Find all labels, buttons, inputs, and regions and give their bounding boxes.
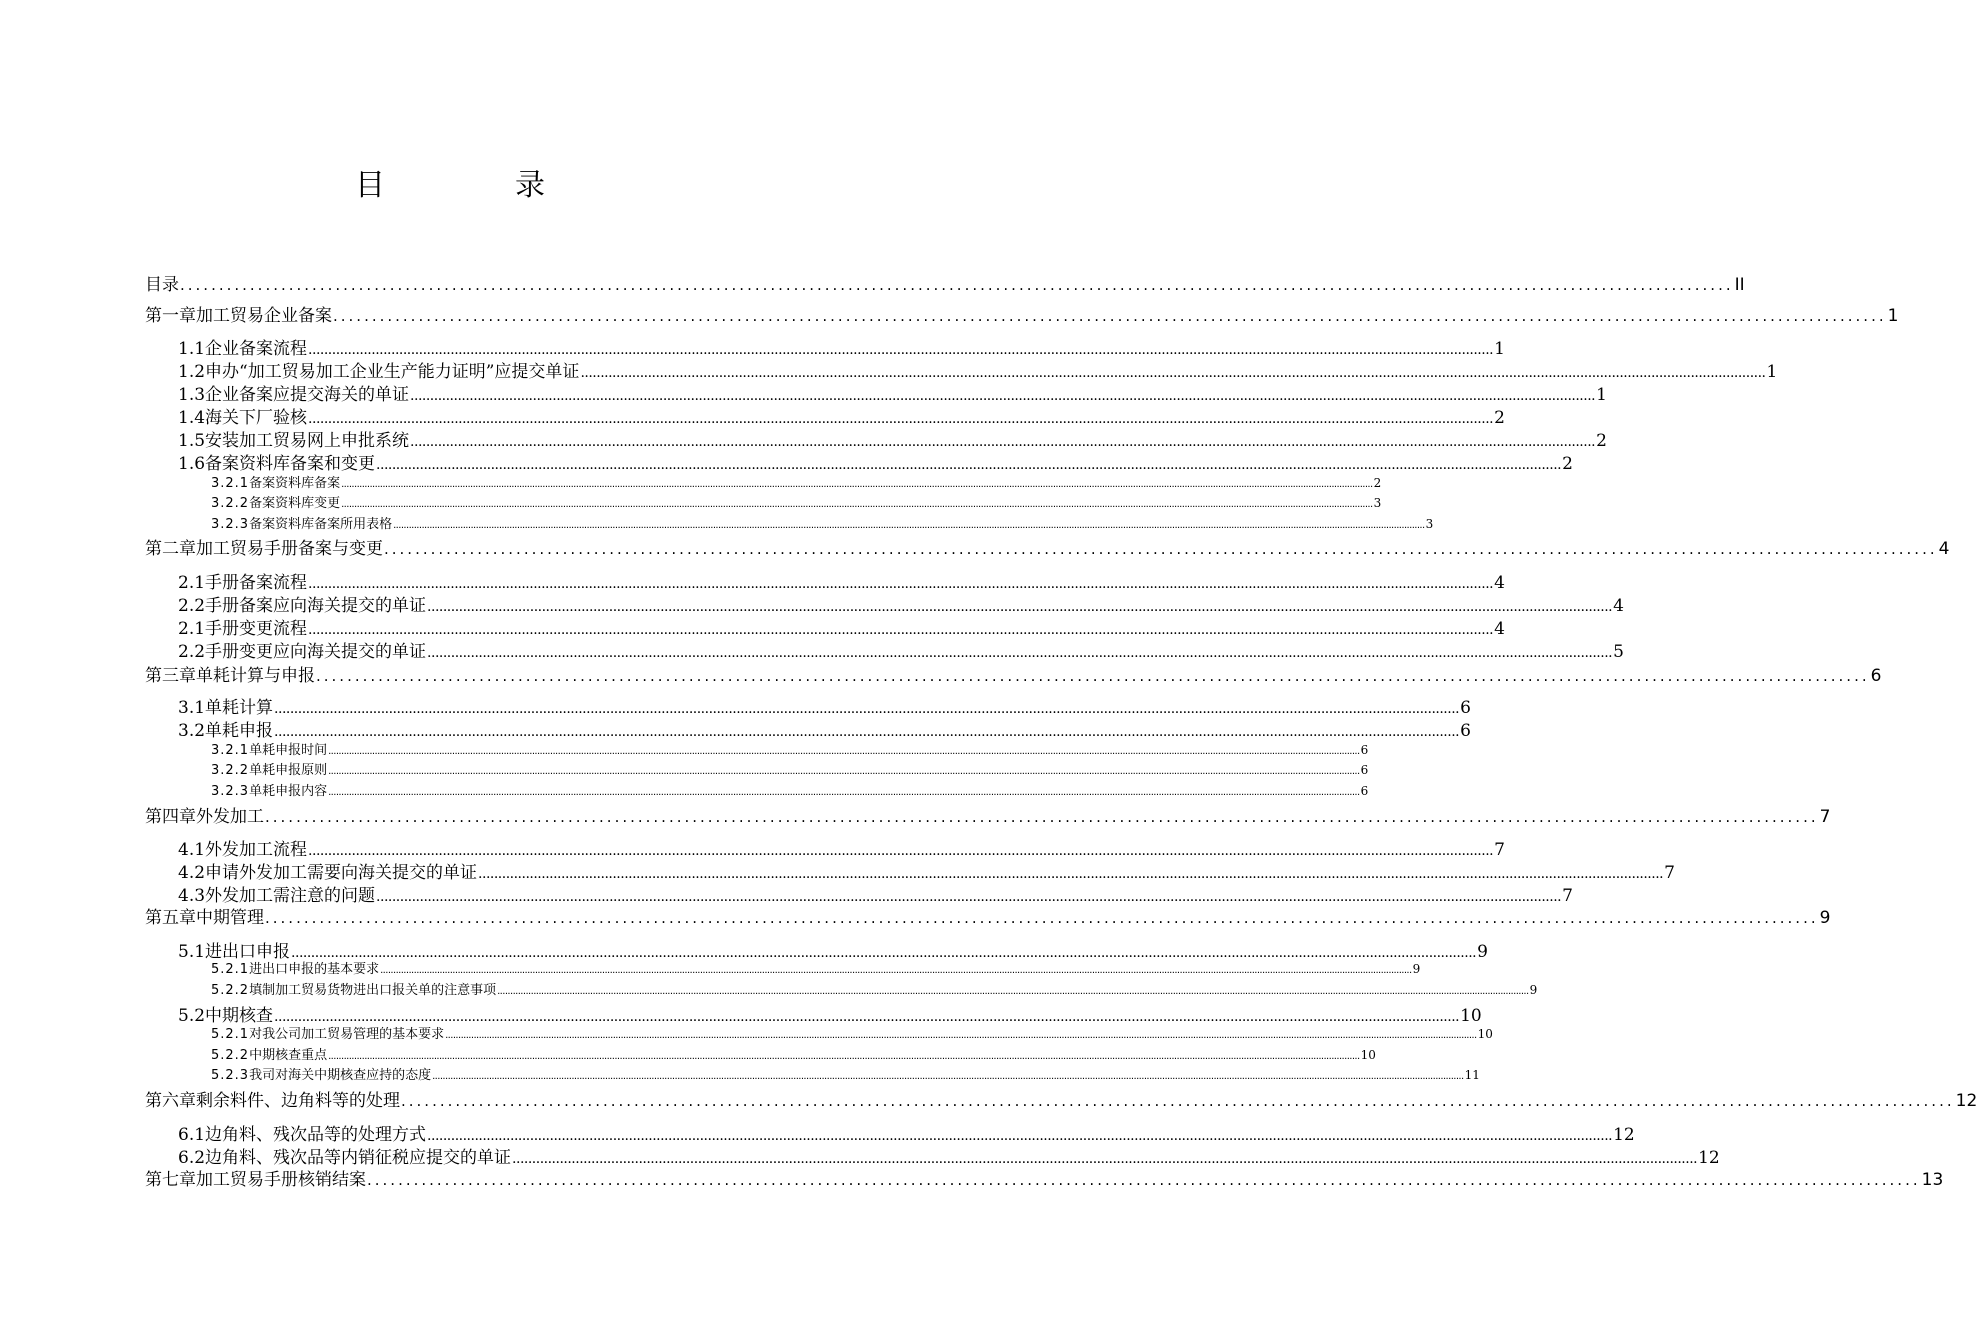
- toc-entry-number: 5.1: [178, 942, 206, 962]
- toc-entry[interactable]: [211, 1064, 1480, 1083]
- toc-entry[interactable]: [145, 802, 1831, 827]
- toc-entry-page: 4: [1613, 596, 1624, 616]
- toc-entry[interactable]: [211, 1044, 1376, 1063]
- dot-leader: ............................................................................................................................................................................................................................................................................................................: [376, 457, 1562, 473]
- toc-entry-page: 6: [1360, 784, 1369, 798]
- toc-entry-number: 第四章: [145, 807, 196, 827]
- toc-entry-label: 加工贸易手册核销结案: [196, 1170, 366, 1190]
- toc-entry-page: 6: [1460, 721, 1471, 741]
- dot-leader: ............................................................................................................................................................................................................................................................................................................: [410, 388, 1596, 404]
- toc-entry[interactable]: [211, 492, 1382, 511]
- dot-leader: ........................................................................................................................................................................................................: [384, 540, 1938, 558]
- dot-leader: ................................................................................................................................................................................................................................................................................................................................................................................................................: [380, 965, 1412, 976]
- toc-entry-label: 单耗申报: [205, 721, 274, 741]
- toc-entry-label: 填制加工贸易货物进出口报关单的注意事项: [249, 983, 497, 998]
- toc-entry-number: 3.1: [178, 698, 206, 718]
- toc-entry-label: 单耗申报时间: [249, 743, 328, 758]
- dot-leader: ............................................................................................................................................................................................................................................................................................................: [274, 724, 1460, 740]
- toc-entry-page: 13: [1921, 1170, 1944, 1190]
- toc-entry-label: 边角料、残次品等的处理方式: [205, 1125, 427, 1145]
- toc-entry-number: 第七章: [145, 1170, 196, 1190]
- toc-entry-label: 备案资料库变更: [249, 496, 341, 511]
- toc-entry-label: 对我公司加工贸易管理的基本要求: [249, 1027, 445, 1042]
- toc-entry-number: 1.5: [178, 431, 206, 451]
- dot-leader: ................................................................................................................................................................................................................................................................................................................................................................................................................: [328, 787, 1360, 798]
- toc-entry-label: 单耗申报原则: [249, 763, 328, 778]
- toc-entry-label: 边角料、残次品等内销征税应提交的单证: [205, 1148, 512, 1168]
- toc-entry-page: 9: [1529, 983, 1538, 997]
- dot-leader: ................................................................................................................................................................................................................................................................................................................................................................................................................: [341, 479, 1373, 490]
- dot-leader: ............................................................................................................................................................................................................................................................................................................: [376, 889, 1562, 905]
- toc-entry-page: 10: [1360, 1048, 1376, 1062]
- toc-entry-number: 5.2.3: [211, 1068, 250, 1083]
- toc-entry[interactable]: [211, 472, 1382, 491]
- toc-entry[interactable]: [211, 739, 1369, 758]
- toc-entry-number: 目: [145, 275, 162, 295]
- toc-entry-page: 2: [1562, 454, 1573, 474]
- dot-leader: ................................................................................................................................................................................................................................................................................................................................................................................................................: [445, 1030, 1477, 1041]
- toc-entry-number: 4.1: [178, 840, 206, 860]
- dot-leader: ............................................................................................................................................................................................................................................................................................................: [274, 701, 1460, 717]
- toc-entry-label: 剩余料件、边角料等的处理: [196, 1091, 400, 1111]
- dot-leader: ............................................................................................................................................................................................................................................................................................................: [308, 843, 1494, 859]
- toc-entry-label: 录: [162, 275, 179, 295]
- toc-entry-number: 5.2.2: [211, 983, 250, 998]
- toc-entry-number: 4.3: [178, 886, 206, 906]
- toc-entry-number: 3.2.2: [211, 496, 250, 511]
- toc-entry[interactable]: [211, 979, 1538, 998]
- toc-entry-number: 4.2: [178, 863, 206, 883]
- dot-leader: ................................................................................................................................................................................................................................................................................................................................................................................................................: [328, 766, 1360, 777]
- toc-entry[interactable]: [178, 858, 1675, 883]
- toc-entry-page: 1: [1887, 306, 1899, 326]
- toc-entry-page: 2: [1494, 408, 1505, 428]
- toc-entry-number: 5.2.1: [211, 1027, 250, 1042]
- toc-entry-label: 单耗申报内容: [249, 784, 328, 799]
- dot-leader: ............................................................................................................................................................................................................................................................................................................: [274, 1009, 1460, 1025]
- toc-entry-number: 2.1: [178, 619, 206, 639]
- dot-leader: ............................................................................................................................................................................................................................................................................................................: [580, 365, 1766, 381]
- toc-entry-page: 6: [1460, 698, 1471, 718]
- toc-entry-number: 6.2: [178, 1148, 206, 1168]
- toc-entry[interactable]: [145, 1086, 1977, 1111]
- toc-entry-number: 3.2.3: [211, 784, 250, 799]
- toc-entry-page: 10: [1477, 1027, 1493, 1041]
- toc-entry[interactable]: [178, 357, 1778, 382]
- toc-entry-page: 1: [1596, 385, 1607, 405]
- page-title: 目 录: [355, 168, 595, 203]
- toc-entry-label: 外发加工流程: [205, 840, 308, 860]
- toc-entry[interactable]: [211, 759, 1369, 778]
- toc-entry-page: 6: [1360, 743, 1369, 757]
- toc-entry-page: 6: [1870, 666, 1882, 686]
- dot-leader: ........................................................................................................................................................................................................: [316, 667, 1870, 685]
- toc-entry-number: 第五章: [145, 908, 196, 928]
- toc-entry-label: 手册备案应向海关提交的单证: [205, 596, 427, 616]
- toc-entry-page: 3: [1373, 496, 1382, 510]
- dot-leader: ........................................................................................................................................................................................................: [265, 909, 1819, 927]
- dot-leader: ........................................................................................................................................................................................................: [333, 307, 1887, 325]
- toc-entry-page: 1: [1494, 339, 1505, 359]
- toc-entry[interactable]: [178, 1120, 1635, 1145]
- toc-entry-number: 第六章: [145, 1091, 196, 1111]
- toc-entry-label: 加工贸易手册备案与变更: [196, 539, 383, 559]
- toc-entry-label: 手册变更流程: [205, 619, 308, 639]
- toc-entry[interactable]: [211, 780, 1369, 799]
- toc-entry-page: 6: [1360, 763, 1369, 777]
- toc-entry-label: 备案资料库备案和变更: [205, 454, 376, 474]
- toc-entry-page: 4: [1494, 619, 1505, 639]
- toc-entry[interactable]: [211, 513, 1434, 532]
- toc-entry-page: 2: [1596, 431, 1607, 451]
- toc-entry-label: 手册变更应向海关提交的单证: [205, 642, 427, 662]
- toc-entry-page: 3: [1425, 517, 1434, 531]
- toc-entry-label: 备案资料库备案所用表格: [249, 517, 393, 532]
- toc-entry-number: 第一章: [145, 306, 196, 326]
- toc-entry[interactable]: [178, 591, 1624, 616]
- toc-entry[interactable]: [178, 716, 1471, 741]
- toc-entry-label: 外发加工: [196, 807, 264, 827]
- toc-entry[interactable]: [178, 334, 1505, 359]
- dot-leader: ............................................................................................................................................................................................................................................................................................................: [308, 342, 1494, 358]
- toc-entry-number: 1.4: [178, 408, 206, 428]
- toc-entry[interactable]: [145, 1165, 1944, 1190]
- toc-entry-label: 企业备案流程: [205, 339, 308, 359]
- toc-entry[interactable]: [145, 661, 1882, 686]
- dot-leader: ............................................................................................................................................................................................................................................................................................................: [478, 866, 1664, 882]
- toc-entry[interactable]: [145, 270, 1745, 295]
- dot-leader: ............................................................................................................................................................................................................................................................................................................: [291, 945, 1477, 961]
- toc-entry-number: 2.2: [178, 642, 206, 662]
- dot-leader: ........................................................................................................................................................................................................: [367, 1171, 1921, 1189]
- toc-entry-label: 加工贸易企业备案: [196, 306, 332, 326]
- toc-entry[interactable]: [178, 614, 1505, 639]
- toc-entry-page: 12: [1613, 1125, 1635, 1145]
- toc-entry-number: 1.2: [178, 362, 206, 382]
- toc-entry-page: 4: [1938, 539, 1950, 559]
- dot-leader: ................................................................................................................................................................................................................................................................................................................................................................................................................: [341, 499, 1373, 510]
- dot-leader: ................................................................................................................................................................................................................................................................................................................................................................................................................: [497, 986, 1529, 997]
- toc-entry[interactable]: [145, 301, 1899, 326]
- toc-entry-label: 进出口申报的基本要求: [249, 962, 380, 977]
- dot-leader: ................................................................................................................................................................................................................................................................................................................................................................................................................: [432, 1071, 1464, 1082]
- toc-entry[interactable]: [211, 1023, 1493, 1042]
- toc-entry-page: 4: [1494, 573, 1505, 593]
- toc-entry-page: 5: [1613, 642, 1624, 662]
- toc-entry-label: 我司对海关中期核查应持的态度: [249, 1068, 432, 1083]
- toc-entry[interactable]: [178, 693, 1471, 718]
- toc-entry-page: 7: [1819, 807, 1831, 827]
- toc-entry-number: 3.2.3: [211, 517, 250, 532]
- toc-entry-label: 手册备案流程: [205, 573, 308, 593]
- toc-entry-label: 外发加工需注意的问题: [205, 886, 376, 906]
- toc-entry-label: 进出口申报: [205, 942, 291, 962]
- toc-entry[interactable]: [211, 958, 1421, 977]
- dot-leader: ................................................................................................................................................................................................................................................................................................................................................................................................................: [328, 746, 1360, 757]
- toc-entry-label: 单耗计算: [205, 698, 274, 718]
- toc-entry[interactable]: [178, 835, 1505, 860]
- toc-entry-label: 申办“加工贸易加工企业生产能力证明”应提交单证: [205, 362, 580, 382]
- dot-leader: ............................................................................................................................................................................................................................................................................................................: [410, 434, 1596, 450]
- toc-entry-number: 3.2.1: [211, 743, 250, 758]
- toc-entry-page: 12: [1955, 1091, 1977, 1111]
- toc-entry-page: 12: [1698, 1148, 1720, 1168]
- dot-leader: ................................................................................................................................................................................................................................................................................................................................................................................................................: [328, 1051, 1360, 1062]
- toc-entry-label: 备案资料库备案: [249, 476, 341, 491]
- toc-entry-page: 7: [1562, 886, 1573, 906]
- toc-entry-label: 安装加工贸易网上申批系统: [205, 431, 410, 451]
- dot-leader: ............................................................................................................................................................................................................................................................................................................: [308, 622, 1494, 638]
- dot-leader: ........................................................................................................................................................................................................: [180, 276, 1734, 294]
- toc-entry-page: 11: [1464, 1068, 1480, 1082]
- dot-leader: ............................................................................................................................................................................................................................................................................................................: [427, 599, 1613, 615]
- toc-entry-number: 5.2.1: [211, 962, 250, 977]
- toc-entry-number: 5.2.2: [211, 1048, 250, 1063]
- toc-entry-label: 中期核查重点: [249, 1048, 328, 1063]
- toc-entry-label: 申请外发加工需要向海关提交的单证: [205, 863, 478, 883]
- toc-entry-page: 9: [1819, 908, 1831, 928]
- toc-entry-number: 6.1: [178, 1125, 206, 1145]
- toc-entry-number: 1.6: [178, 454, 206, 474]
- toc-entry[interactable]: [178, 637, 1624, 662]
- toc-entry[interactable]: [145, 534, 1950, 559]
- toc-entry-number: 第三章: [145, 666, 196, 686]
- toc-entry-label: 海关下厂验核: [205, 408, 308, 428]
- toc-entry-label: 中期管理: [196, 908, 264, 928]
- dot-leader: ........................................................................................................................................................................................................: [401, 1092, 1955, 1110]
- toc-entry-page: 9: [1477, 942, 1488, 962]
- toc-entry-number: 1.3: [178, 385, 206, 405]
- toc-entry[interactable]: [178, 380, 1607, 405]
- toc-entry-page: II: [1734, 275, 1745, 295]
- toc-entry-page: 1: [1766, 362, 1778, 382]
- toc-entry-number: 3.2.2: [211, 763, 250, 778]
- toc-entry-label: 单耗计算与申报: [196, 666, 315, 686]
- toc-entry-number: 5.2: [178, 1006, 206, 1026]
- dot-leader: ............................................................................................................................................................................................................................................................................................................: [308, 411, 1494, 427]
- dot-leader: ................................................................................................................................................................................................................................................................................................................................................................................................................: [393, 520, 1425, 531]
- toc-entry-page: 9: [1412, 962, 1421, 976]
- toc-entry[interactable]: [178, 403, 1505, 428]
- toc-entry-number: 2.1: [178, 573, 206, 593]
- toc-entry-page: 7: [1494, 840, 1505, 860]
- toc-entry-number: 3.2.1: [211, 476, 250, 491]
- toc-entry-number: 第二章: [145, 539, 196, 559]
- dot-leader: ............................................................................................................................................................................................................................................................................................................: [427, 1128, 1613, 1144]
- toc-entry-page: 7: [1664, 863, 1675, 883]
- toc-entry-label: 中期核查: [205, 1006, 274, 1026]
- dot-leader: ............................................................................................................................................................................................................................................................................................................: [308, 576, 1494, 592]
- dot-leader: ............................................................................................................................................................................................................................................................................................................: [512, 1151, 1698, 1167]
- toc-entry-number: 2.2: [178, 596, 206, 616]
- toc-entry[interactable]: [178, 426, 1607, 451]
- toc-entry[interactable]: [145, 903, 1831, 928]
- toc-entry-page: 2: [1373, 476, 1382, 490]
- toc-entry-number: 1.1: [178, 339, 206, 359]
- dot-leader: ........................................................................................................................................................................................................: [265, 808, 1819, 826]
- toc-entry[interactable]: [178, 449, 1573, 474]
- dot-leader: ............................................................................................................................................................................................................................................................................................................: [427, 645, 1613, 661]
- toc-entry-number: 3.2: [178, 721, 206, 741]
- toc-entry-label: 企业备案应提交海关的单证: [205, 385, 410, 405]
- toc-entry[interactable]: [178, 568, 1505, 593]
- toc-entry-page: 10: [1460, 1006, 1482, 1026]
